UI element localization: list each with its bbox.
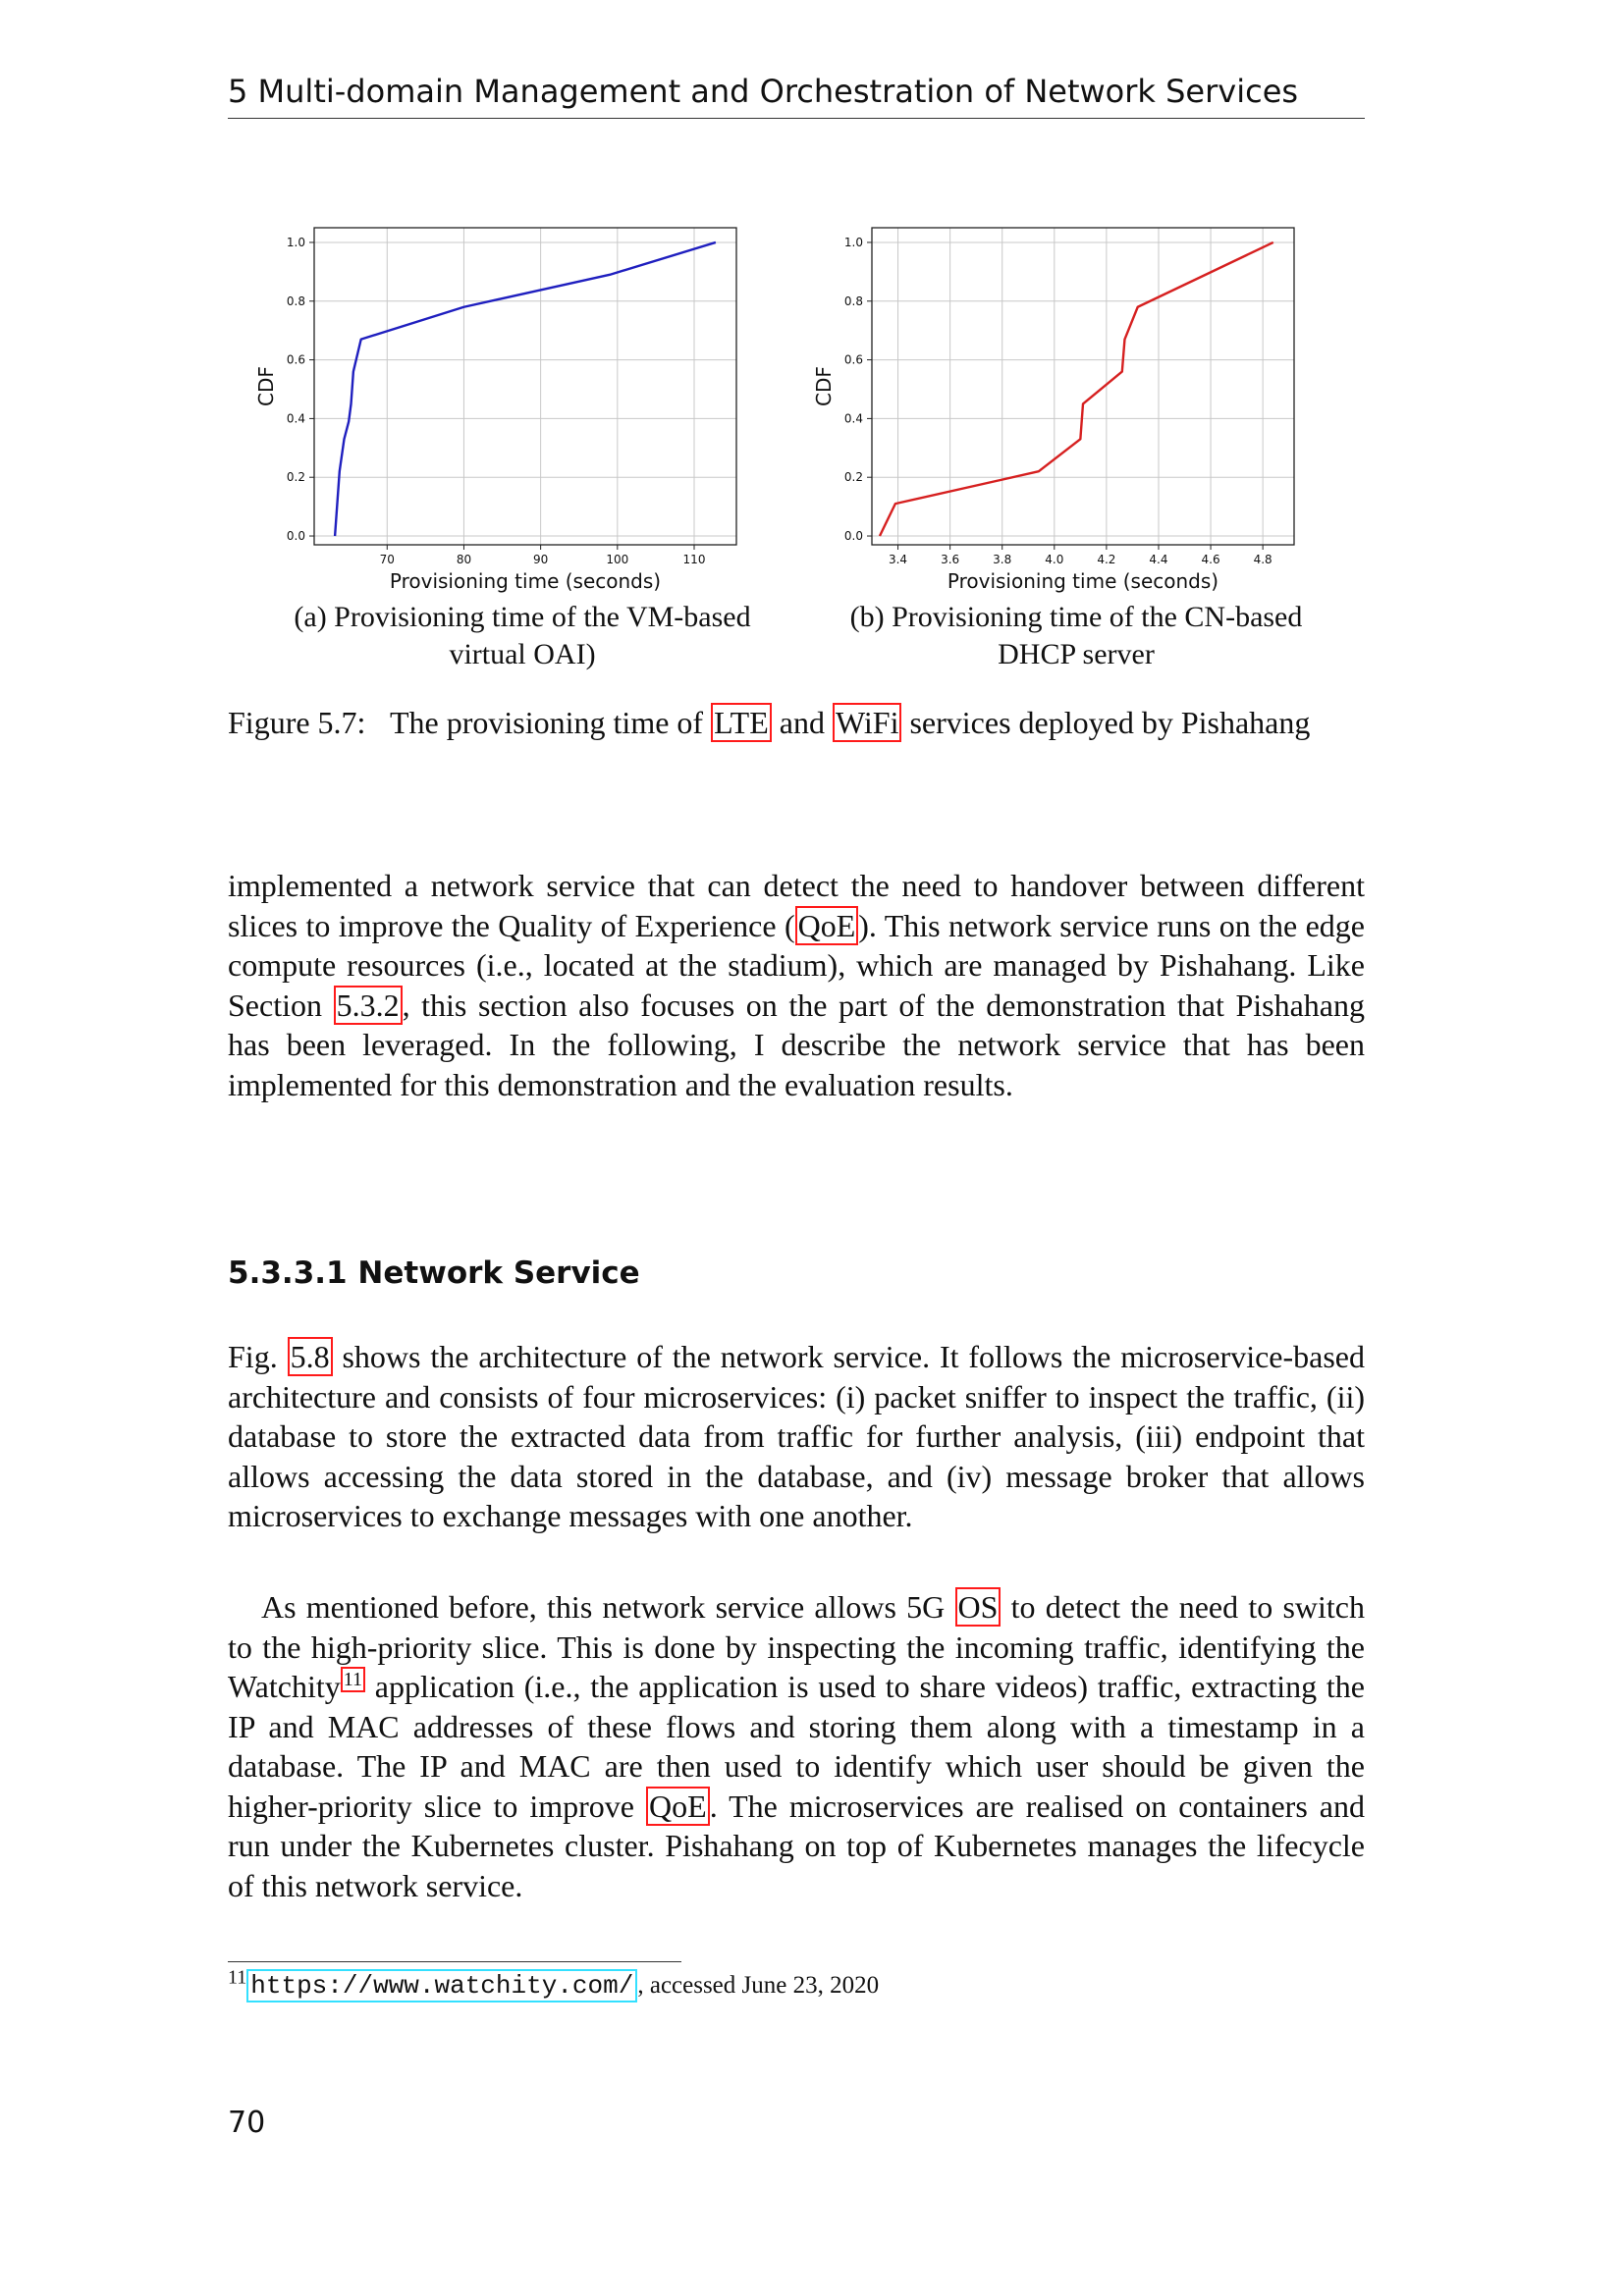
footnote-text: , accessed June 23, 2020: [637, 1972, 880, 1999]
acronym-link-qoe-2[interactable]: QoE: [646, 1787, 710, 1826]
figure-label: Figure 5.7:: [228, 705, 366, 740]
footnote-ref-11[interactable]: 11: [341, 1667, 365, 1692]
footnote-url-link[interactable]: https://www.watchity.com/: [246, 1969, 637, 2002]
x-tick-label: 4.6: [1201, 553, 1220, 566]
header-rule: [228, 118, 1365, 119]
x-tick-label: 90: [532, 553, 549, 566]
y-tick-label: 1.0: [843, 235, 863, 249]
para2-text-a: Fig.: [228, 1339, 288, 1374]
para1-text-c: , this section also focuses on the part of the demonstration that Pishahang has been leveraged. In the following, I describe the network service that has been implemented for this demonstration and the evaluation results.: [228, 987, 1366, 1102]
caption-text-1: The provisioning time of: [390, 705, 712, 740]
x-tick-label: 4.4: [1149, 553, 1168, 566]
acronym-link-os[interactable]: OS: [955, 1587, 1001, 1627]
figure-caption: [228, 703, 1365, 742]
subcaption-a-line2: virtual OAI): [449, 638, 596, 670]
acronym-link-wifi[interactable]: WiFi: [833, 703, 902, 742]
subcaption-b-line1: (b) Provisioning time of the CN-based: [849, 601, 1303, 633]
footnote-number: 11: [228, 1966, 247, 1989]
para3-text-b: to detect the need to switch to the high-priority slice. This is done by inspecting the incoming traffic, identifying the Watchity: [228, 1589, 1366, 1704]
y-tick-label: 0.8: [843, 294, 863, 308]
x-tick-label: 3.4: [888, 553, 908, 566]
y-tick-label: 0.4: [286, 411, 305, 426]
para3-text-d: . The microservices are realised on containers and run under the Kubernetes cluster. Pishahang on top of Kubernetes manages the lifecycle of this network service.: [228, 1788, 1366, 1903]
y-tick-label: 0.4: [843, 411, 863, 426]
x-tick-label: 100: [606, 553, 629, 566]
para1-text-b: ). This network service runs on the edge compute resources (i.e., located at the stadium), which are managed by Pishahang. Like Section: [228, 907, 1365, 1023]
acronym-link-lte[interactable]: LTE: [711, 703, 772, 742]
footnote: [228, 1966, 880, 2002]
x-axis-label: Provisioning time (seconds): [947, 569, 1219, 593]
y-tick-label: 0.6: [843, 352, 863, 367]
subcaption-a-line1: (a) Provisioning time of the VM-based: [294, 601, 751, 633]
x-tick-label: 80: [456, 553, 472, 566]
x-tick-label: 4.8: [1253, 553, 1272, 566]
plot-frame: [872, 228, 1294, 545]
x-tick-label: 70: [379, 553, 395, 566]
y-axis-label: CDF: [254, 366, 278, 406]
x-tick-label: 4.0: [1045, 553, 1064, 566]
running-header: 5 Multi-domain Management and Orchestration of Network Services: [228, 73, 1299, 110]
y-axis-label: CDF: [812, 366, 836, 406]
paragraph-3: [228, 1587, 1365, 1905]
chart-a: [236, 206, 756, 599]
caption-text-2: and: [771, 705, 833, 740]
cdf-series-line: [335, 242, 716, 536]
subcaption-b: [811, 599, 1341, 673]
footnote-rule: [228, 1961, 681, 1962]
acronym-link-qoe[interactable]: QoE: [795, 906, 859, 945]
x-tick-label: 110: [682, 553, 706, 566]
y-tick-label: 1.0: [286, 235, 305, 249]
plot-frame: [314, 228, 736, 545]
figure-caption-body: [390, 703, 1365, 742]
subcaption-a: [257, 599, 787, 673]
x-tick-label: 4.2: [1097, 553, 1116, 566]
paragraph-1: [228, 866, 1365, 1104]
paragraph-2: [228, 1337, 1365, 1536]
chart-b: [793, 206, 1314, 599]
x-tick-label: 3.8: [993, 553, 1012, 566]
section-link-5-3-2[interactable]: 5.3.2: [334, 986, 403, 1025]
para3-text-c: application (i.e., the application is used to share videos) traffic, extracting the IP and MAC addresses of these flows and storing them along with a timestamp in a database. The IP and MAC are then used to identify which user should be given the higher-priority slice to improve: [228, 1669, 1365, 1824]
y-tick-label: 0.6: [286, 352, 305, 367]
y-tick-label: 0.0: [286, 529, 305, 544]
y-tick-label: 0.2: [286, 470, 305, 485]
y-tick-label: 0.0: [843, 529, 863, 544]
caption-text-3: services deployed by Pishahang: [901, 705, 1311, 740]
para1-text-a: implemented a network service that can detect the need to handover between different slices to improve the Quality of Experience (: [228, 868, 1365, 943]
y-tick-label: 0.2: [843, 470, 863, 485]
y-tick-label: 0.8: [286, 294, 305, 308]
page-number: 70: [228, 2106, 266, 2140]
para2-text-b: shows the architecture of the network service. It follows the microservice-based architecture and consists of four microservices: (i) packet sniffer to inspect the traffic, (ii) database to store the extracted data from traffic for further analysis, (iii) endpoint that allows accessing the data stored in the database, and (iv) message broker that allows microservices to exchange messages with one another.: [228, 1339, 1366, 1533]
figure-link-5-8[interactable]: 5.8: [288, 1337, 333, 1376]
cdf-series-line: [880, 242, 1273, 536]
para3-text-a: As mentioned before, this network service allows 5G: [261, 1589, 955, 1625]
x-axis-label: Provisioning time (seconds): [389, 569, 662, 593]
x-tick-label: 3.6: [941, 553, 960, 566]
subcaption-b-line2: DHCP server: [998, 638, 1155, 670]
section-heading: 5.3.3.1 Network Service: [228, 1255, 640, 1291]
